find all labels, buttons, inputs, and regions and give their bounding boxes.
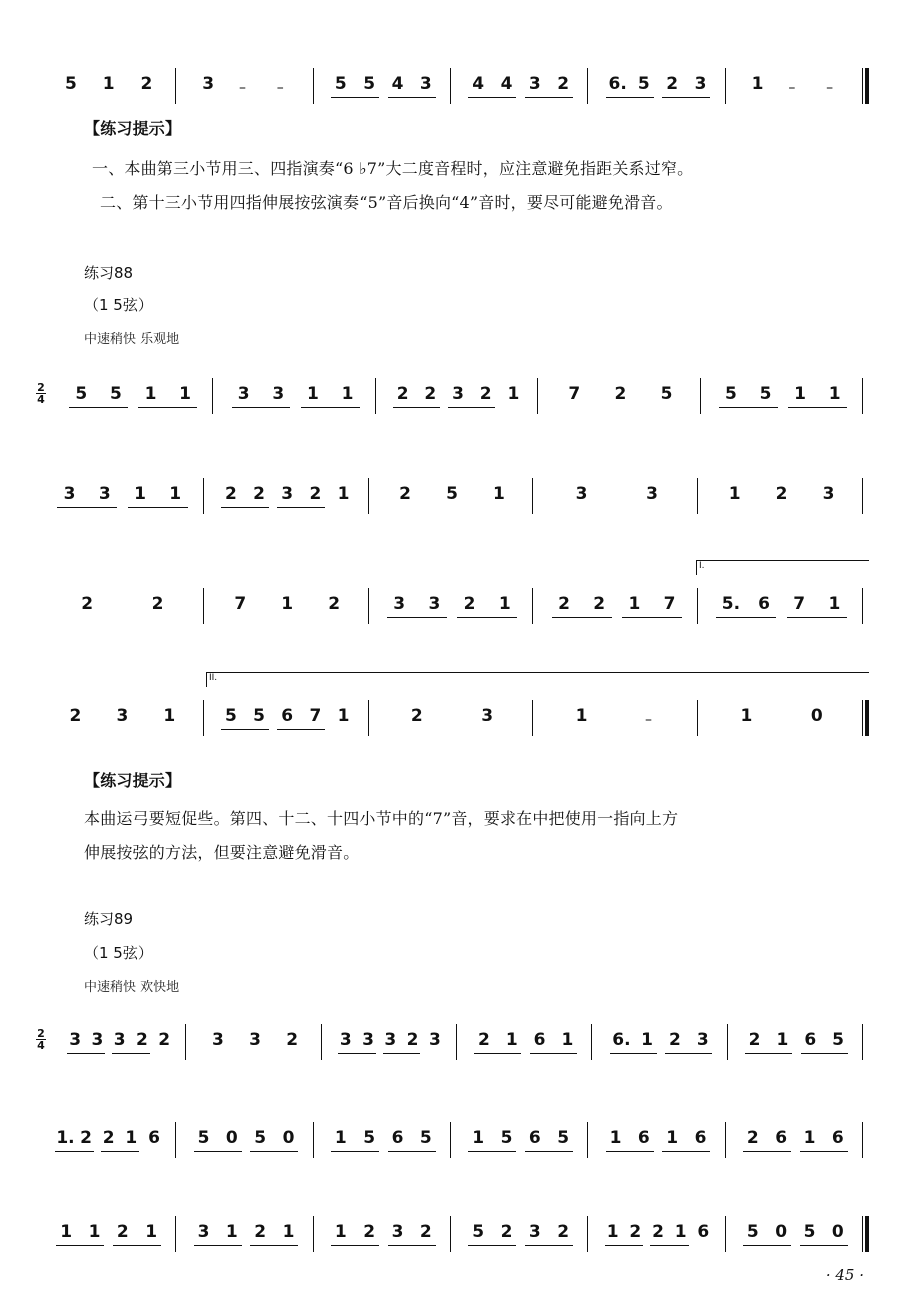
note: 2: [424, 384, 437, 404]
time-signature-top: 2: [37, 1027, 45, 1040]
bar-line: [368, 478, 369, 514]
note: 2: [396, 384, 409, 404]
note: 1: [828, 384, 841, 404]
note: 2: [224, 484, 237, 504]
note: 3: [694, 74, 707, 94]
note: 6: [758, 594, 770, 614]
note: 1: [493, 484, 505, 504]
beam-line: [194, 1245, 242, 1246]
exercise-tempo-88: 中速稍快 乐观地: [84, 332, 180, 347]
note: 3: [69, 1030, 82, 1050]
note: 1: [561, 1030, 574, 1050]
note: 2: [614, 384, 627, 404]
note: 5: [637, 74, 650, 94]
note: 1: [606, 1222, 619, 1242]
note: 0: [225, 1128, 238, 1148]
note: 5: [419, 1128, 432, 1148]
note: 1.: [56, 1128, 75, 1148]
beam-line: [525, 97, 573, 98]
music-staff-89-row-2: [36, 1094, 876, 1174]
tips-line-1-1: 一、本曲第三小节用三、四指演奏“6 ♭7”大二度音程时，应注意避免指距关系过窄。: [92, 159, 694, 178]
note: 2: [558, 594, 570, 614]
bar-line: [587, 1216, 588, 1252]
beam-line: [388, 1151, 436, 1152]
sustain-dash: –: [276, 80, 284, 96]
bar-line: [587, 1122, 588, 1158]
beam-line: [787, 617, 847, 618]
bar-line: [175, 68, 176, 104]
note: 2: [668, 1030, 681, 1050]
note: 2: [775, 484, 788, 504]
note: 1: [337, 484, 350, 504]
note: 2: [253, 484, 265, 504]
exercise-strings-89: （1 5弦）: [84, 944, 153, 962]
note: 2: [479, 384, 492, 404]
bar-line: [727, 1024, 728, 1060]
note: 1: [828, 594, 841, 614]
note: 3: [272, 384, 285, 404]
note: 5: [253, 706, 265, 726]
beam-line: [69, 407, 128, 408]
beam-line: [650, 1245, 689, 1246]
beam-line: [743, 1245, 791, 1246]
beam-line: [622, 617, 682, 618]
note: 1: [179, 384, 192, 404]
time-signature-bottom: 4: [37, 1039, 45, 1052]
tips-line-1-2: 二、第十三小节用四指伸展按弦演奏“5”音后换向“4”音时，要尽可能避免滑音。: [100, 193, 673, 212]
note: 1: [472, 1128, 485, 1148]
note: 3: [696, 1030, 709, 1050]
note: 5: [759, 384, 772, 404]
beam-line: [610, 1053, 657, 1054]
music-staff-89-row-3: [36, 1188, 876, 1268]
beam-line: [57, 507, 117, 508]
bar-line: [862, 68, 869, 104]
music-staff-88-row-4: [36, 672, 876, 752]
beam-line: [387, 617, 447, 618]
note: 2: [136, 1030, 148, 1050]
beam-line: [277, 507, 325, 508]
note: 1: [666, 1128, 679, 1148]
beam-line: [800, 1245, 848, 1246]
note: 6: [637, 1128, 650, 1148]
bar-line: [532, 700, 533, 736]
beam-line: [606, 97, 654, 98]
beam-line: [388, 97, 436, 98]
note: 2: [666, 74, 679, 94]
note: 0: [775, 1222, 788, 1242]
beam-line: [301, 407, 360, 408]
time-signature-bottom: 4: [37, 393, 45, 406]
note: 4: [472, 74, 485, 94]
note: 5: [75, 384, 88, 404]
note: 5: [363, 1128, 376, 1148]
beam-line: [468, 1151, 516, 1152]
note: 1: [169, 484, 182, 504]
note: 1: [609, 1128, 622, 1148]
beam-line: [250, 1151, 298, 1152]
note: 1: [728, 484, 741, 504]
sustain-dash: –: [239, 80, 246, 96]
note: 2: [406, 1030, 419, 1050]
volta-bracket-1: I.: [696, 560, 869, 575]
note: 5: [724, 384, 737, 404]
note: 3: [528, 74, 541, 94]
note: 5: [446, 484, 458, 504]
note: 2: [309, 484, 322, 504]
note: 1: [125, 1128, 138, 1148]
note: 6: [148, 1128, 160, 1148]
note: 4: [391, 74, 404, 94]
bar-line: [203, 478, 204, 514]
note: 2: [363, 1222, 376, 1242]
bar-line: [450, 1216, 451, 1252]
note: 1: [60, 1222, 73, 1242]
note: 3: [113, 1030, 126, 1050]
note: 3: [452, 384, 464, 404]
bar-line: [185, 1024, 186, 1060]
note: 1: [628, 594, 641, 614]
note: 1: [334, 1128, 347, 1148]
note: 6: [281, 706, 294, 726]
beam-line: [474, 1053, 521, 1054]
note: 1: [341, 384, 354, 404]
note: 2: [419, 1222, 432, 1242]
note: 3: [339, 1030, 352, 1050]
note: 1: [507, 384, 520, 404]
note: 1: [751, 74, 764, 94]
note: 3: [419, 74, 432, 94]
note: 2: [158, 1030, 171, 1050]
note: 3: [281, 484, 294, 504]
note: 1: [88, 1222, 101, 1242]
note: 1: [803, 1128, 816, 1148]
note: 3: [384, 1030, 397, 1050]
note: 2: [81, 594, 94, 614]
note: 7: [663, 594, 676, 614]
beam-line: [662, 97, 710, 98]
note: 6: [804, 1030, 817, 1050]
beam-line: [128, 507, 188, 508]
bar-line: [175, 1122, 176, 1158]
note: 2: [102, 1128, 115, 1148]
note: 2: [748, 1030, 761, 1050]
bar-line: [697, 700, 698, 736]
beam-line: [743, 1151, 791, 1152]
note: 5: [254, 1128, 267, 1148]
beam-line: [55, 1151, 94, 1152]
note: 2: [140, 74, 153, 94]
bar-line: [700, 378, 701, 414]
bar-line: [375, 378, 376, 414]
note: 6: [697, 1222, 710, 1242]
bar-line: [725, 1122, 726, 1158]
beam-line: [232, 407, 291, 408]
beam-line: [719, 407, 778, 408]
beam-line: [250, 1245, 298, 1246]
note: 3: [211, 1030, 224, 1050]
bar-line: [862, 1024, 863, 1060]
note: 1: [163, 706, 176, 726]
note: 1: [102, 74, 115, 94]
note: 1: [306, 384, 319, 404]
note: 5: [334, 74, 347, 94]
note: 4: [500, 74, 513, 94]
note: 3: [362, 1030, 374, 1050]
note: 5: [803, 1222, 816, 1242]
bar-line: [313, 68, 314, 104]
beam-line: [221, 507, 269, 508]
note: 2: [652, 1222, 664, 1242]
note: 7: [793, 594, 806, 614]
bar-line: [537, 378, 538, 414]
beam-line: [716, 617, 776, 618]
beam-line: [113, 1245, 161, 1246]
note: 3: [481, 706, 494, 726]
beam-line: [393, 407, 440, 408]
exercise-title-89: 练习89: [84, 910, 134, 928]
bar-line: [697, 588, 698, 624]
bar-line: [862, 588, 863, 624]
note: 2: [463, 594, 476, 614]
time-signature: [36, 1028, 46, 1051]
note: 5: [500, 1128, 513, 1148]
note: 7: [568, 384, 581, 404]
bar-line: [203, 588, 204, 624]
note: 1: [337, 706, 350, 726]
beam-line: [468, 1245, 516, 1246]
bar-line: [697, 478, 698, 514]
beam-line: [221, 729, 269, 730]
beam-line: [457, 617, 517, 618]
note: 3: [393, 594, 406, 614]
beam-line: [788, 407, 847, 408]
time-signature-top: 2: [37, 381, 45, 394]
bar-line: [862, 478, 863, 514]
bar-line: [862, 700, 869, 736]
note: 3: [391, 1222, 404, 1242]
note: 1: [641, 1030, 653, 1050]
beam-line: [448, 407, 495, 408]
note: 1: [505, 1030, 518, 1050]
note: 1: [225, 1222, 238, 1242]
beam-line: [530, 1053, 577, 1054]
beam-line: [606, 1151, 654, 1152]
note: 3: [575, 484, 588, 504]
note: 3: [197, 1222, 210, 1242]
bar-line: [862, 1216, 869, 1252]
note: 3: [91, 1030, 104, 1050]
note: 0: [810, 706, 823, 726]
beam-line: [468, 97, 516, 98]
bar-line: [450, 68, 451, 104]
note: 6.: [608, 74, 627, 94]
bar-line: [456, 1024, 457, 1060]
beam-line: [801, 1053, 848, 1054]
note: 5: [472, 1222, 485, 1242]
note: 5: [197, 1128, 210, 1148]
note: 2: [557, 1222, 570, 1242]
beam-line: [138, 407, 197, 408]
music-staff-89-row-1: [36, 996, 876, 1076]
music-staff-88-row-1: [36, 350, 876, 430]
beam-line: [665, 1053, 712, 1054]
note: 1: [776, 1030, 789, 1050]
beam-line: [112, 1053, 150, 1054]
music-staff-top: [36, 40, 876, 120]
beam-line: [331, 1151, 379, 1152]
note: 1: [282, 1222, 295, 1242]
bar-line: [591, 1024, 592, 1060]
beam-line: [605, 1245, 644, 1246]
beam-line: [525, 1151, 573, 1152]
note: 2: [80, 1128, 92, 1148]
note: 3: [202, 74, 215, 94]
note: 3: [237, 384, 250, 404]
tips-line-2-1: 本曲运弓要短促些。第四、十二、十四小节中的“7”音，要求在中把使用一指向上方: [84, 809, 679, 828]
note: 7: [309, 706, 322, 726]
bar-line: [212, 378, 213, 414]
bar-line: [175, 1216, 176, 1252]
note: 2: [477, 1030, 490, 1050]
bar-line: [368, 588, 369, 624]
note: 2: [254, 1222, 267, 1242]
note: 2: [328, 594, 341, 614]
note: 7: [234, 594, 247, 614]
beam-line: [388, 1245, 436, 1246]
beam-line: [552, 617, 612, 618]
note: 1: [740, 706, 753, 726]
note: 3: [528, 1222, 541, 1242]
tips-line-2-2: 伸展按弦的方法，但要注意避免滑音。: [84, 843, 360, 862]
beam-line: [56, 1245, 104, 1246]
note: 3: [646, 484, 658, 504]
exercise-tempo-89: 中速稍快 欢快地: [84, 980, 180, 995]
tips-heading-2: 【练习提示】: [84, 771, 182, 790]
beam-line: [745, 1053, 792, 1054]
bar-line: [450, 1122, 451, 1158]
note: 5: [109, 384, 122, 404]
beam-line: [194, 1151, 242, 1152]
note: 3: [98, 484, 111, 504]
note: 1: [144, 384, 157, 404]
note: 1: [498, 594, 511, 614]
note: 2: [593, 594, 606, 614]
note: 1: [281, 594, 294, 614]
sustain-dash: –: [826, 80, 834, 96]
note: 6: [831, 1128, 844, 1148]
note: 5: [660, 384, 673, 404]
music-staff-88-row-3: [36, 560, 876, 640]
note: 2: [151, 594, 164, 614]
note: 3: [428, 1030, 441, 1050]
beam-line: [800, 1151, 848, 1152]
note: 5.: [721, 594, 741, 614]
note: 3: [249, 1030, 261, 1050]
note: 6: [694, 1128, 707, 1148]
beam-line: [525, 1245, 573, 1246]
note: 2: [116, 1222, 129, 1242]
note: 5: [224, 706, 237, 726]
bar-line: [313, 1216, 314, 1252]
bar-line: [725, 68, 726, 104]
bar-line: [587, 68, 588, 104]
note: 0: [831, 1222, 844, 1242]
note: 3: [822, 484, 835, 504]
exercise-title-88: 练习88: [84, 264, 134, 282]
note: 1: [334, 1222, 347, 1242]
note: 2: [500, 1222, 513, 1242]
note: 2: [557, 74, 570, 94]
volta-bracket-2: II.: [206, 672, 869, 687]
time-signature: [36, 382, 46, 405]
note: 5: [557, 1128, 570, 1148]
note: 1: [145, 1222, 158, 1242]
note: 2: [746, 1128, 759, 1148]
bar-line: [321, 1024, 322, 1060]
bar-line: [368, 700, 369, 736]
note: 6: [775, 1128, 788, 1148]
note: 5: [64, 74, 77, 94]
note: 6.: [612, 1030, 631, 1050]
beam-line: [331, 97, 379, 98]
bar-line: [532, 588, 533, 624]
beam-line: [277, 729, 325, 730]
exercise-strings-88: （1 5弦）: [84, 296, 153, 314]
note: 3: [428, 594, 441, 614]
beam-line: [338, 1053, 376, 1054]
bar-line: [313, 1122, 314, 1158]
note: 1: [674, 1222, 687, 1242]
note: 6: [391, 1128, 404, 1148]
page-number: · 45 ·: [825, 1266, 864, 1284]
beam-line: [331, 1245, 379, 1246]
note: 5: [746, 1222, 759, 1242]
tips-heading-1: 【练习提示】: [84, 119, 182, 138]
sustain-dash: –: [645, 712, 652, 728]
note: 6: [528, 1128, 541, 1148]
sustain-dash: –: [788, 80, 796, 96]
note: 2: [629, 1222, 642, 1242]
note: 1: [794, 384, 807, 404]
note: 1: [575, 706, 588, 726]
note: 2: [410, 706, 423, 726]
music-staff-88-row-2: [36, 450, 876, 530]
note: 2: [69, 706, 82, 726]
note: 5: [832, 1030, 844, 1050]
bar-line: [532, 478, 533, 514]
note: 3: [116, 706, 129, 726]
note: 2: [399, 484, 411, 504]
beam-line: [383, 1053, 421, 1054]
beam-line: [101, 1151, 140, 1152]
note: 5: [363, 74, 376, 94]
beam-line: [662, 1151, 710, 1152]
note: 0: [282, 1128, 295, 1148]
bar-line: [725, 1216, 726, 1252]
note: 3: [63, 484, 76, 504]
note: 1: [134, 484, 146, 504]
beam-line: [67, 1053, 105, 1054]
bar-line: [862, 378, 863, 414]
note: 2: [286, 1030, 299, 1050]
bar-line: [862, 1122, 863, 1158]
bar-line: [203, 700, 204, 736]
note: 6: [533, 1030, 546, 1050]
